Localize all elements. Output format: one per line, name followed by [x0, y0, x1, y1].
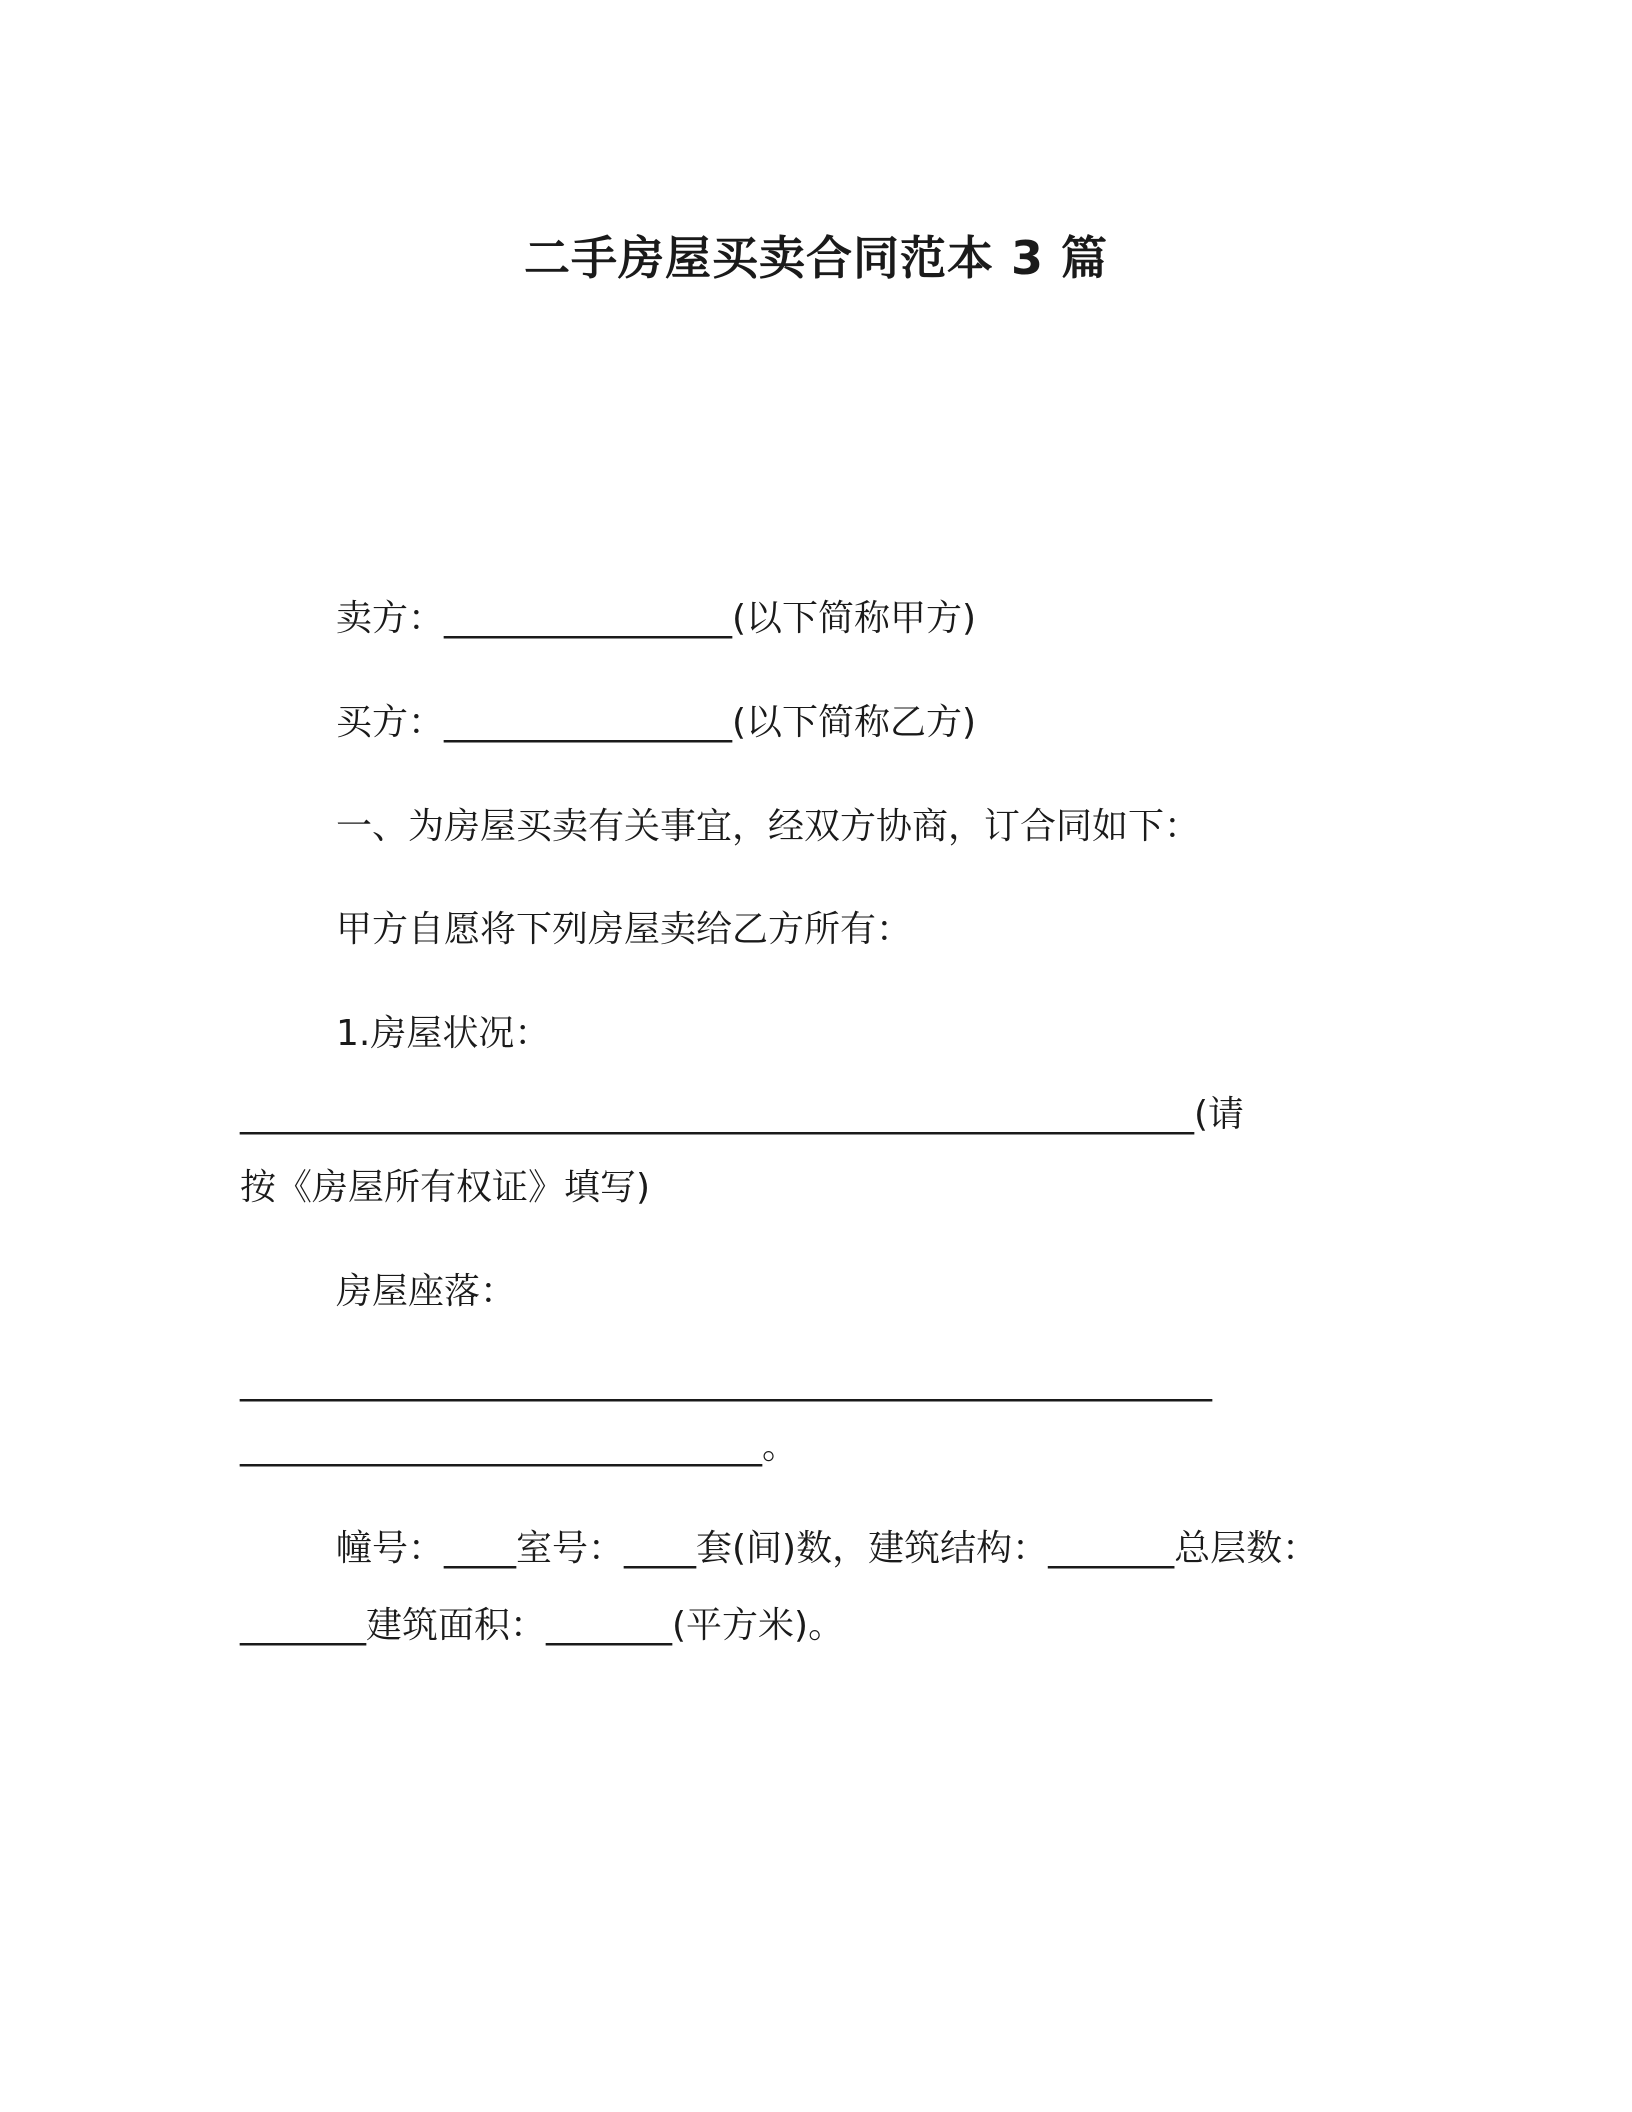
building-details-line-2: _______建筑面积：_______(平方米)。 [240, 1605, 845, 1646]
building-details-line-1: 幢号：____室号：____套(间)数，建筑结构：_______总层数： [336, 1528, 1319, 1569]
section-one-heading: 一、为房屋买卖有关事宜，经双方协商，订合同如下： [336, 806, 1201, 847]
seller-line: 卖方：________________(以下简称甲方) [336, 598, 977, 639]
transfer-statement: 甲方自愿将下列房屋卖给乙方所有： [336, 909, 913, 950]
buyer-line: 买方：________________(以下简称乙方) [336, 702, 977, 743]
house-status-blank-line: _____________________________________________________(请 [240, 1094, 1245, 1135]
house-location-blank-line-1: ______________________________________________________ [240, 1361, 1212, 1402]
house-location-heading: 房屋座落： [336, 1271, 517, 1312]
document-title: 二手房屋买卖合同范本 3 篇 [523, 231, 1109, 285]
house-status-note: 按《房屋所有权证》填写) [240, 1167, 651, 1208]
house-status-heading: 1.房屋状况： [336, 1013, 551, 1054]
house-location-blank-line-2: _____________________________。 [240, 1426, 798, 1467]
